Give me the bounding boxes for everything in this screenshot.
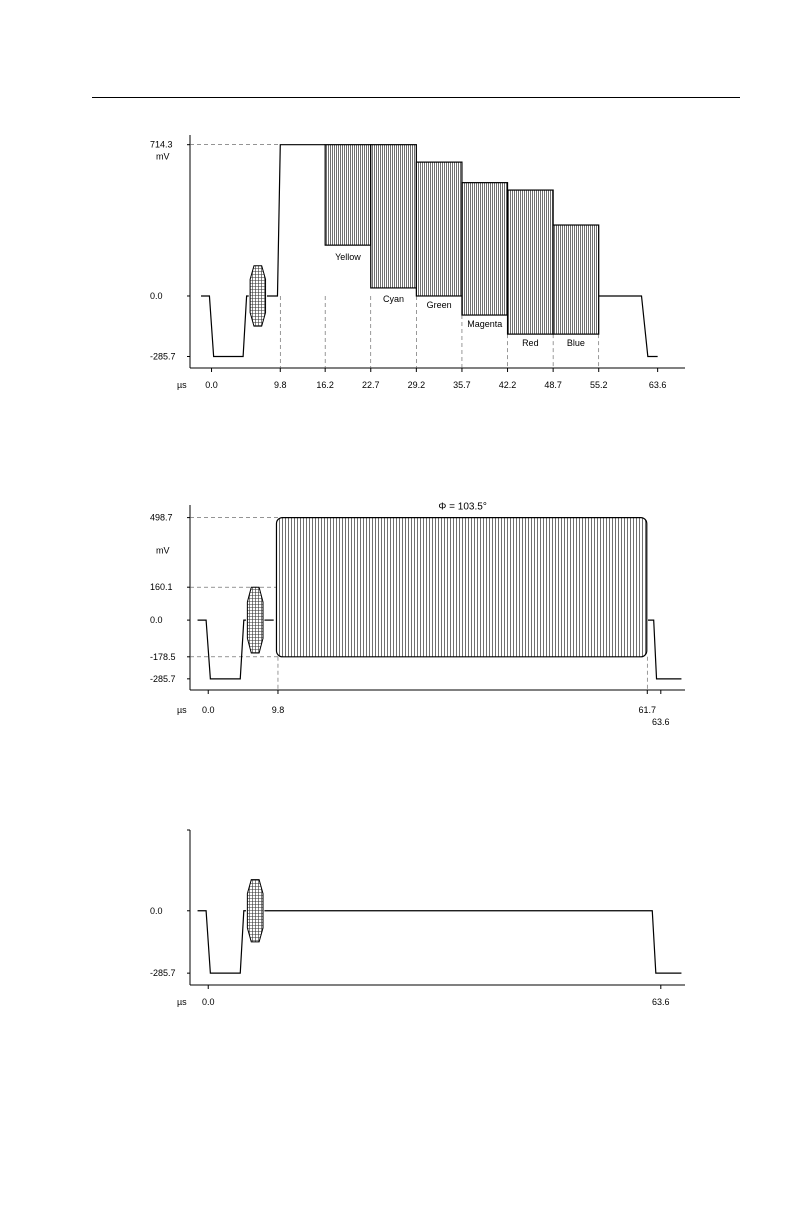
chart0-x-tick-label: 22.7	[361, 380, 380, 390]
chart1-y-tick-label: 160.1	[150, 582, 173, 593]
chart2-black-line	[264, 911, 681, 973]
chart2-y-tick-label: -285.7	[150, 968, 176, 979]
chart0-bar-red	[508, 190, 554, 334]
chart1-x-tick-label: 9.8	[271, 705, 285, 715]
chart1-x-axis-label: µs	[177, 705, 187, 715]
chart0-bar-blue	[553, 225, 599, 334]
chart0-bar-label: Red	[522, 338, 539, 349]
chart0-x-tick-label: 63.6	[648, 380, 667, 390]
chart0-bar-yellow	[325, 145, 371, 245]
chart0-bar-label: Magenta	[467, 319, 503, 330]
chart1-y-axis-label: mV	[156, 545, 170, 556]
chart0-x-axis-label: µs	[177, 380, 187, 390]
chart0-x-tick-label: 9.8	[274, 380, 287, 390]
chart1-x-tick-label: 63.6	[652, 717, 670, 727]
chart1-y-tick-label: 0.0	[150, 615, 163, 626]
chart1-end-blanking	[648, 620, 681, 679]
chart2-sync-pulse	[198, 911, 246, 973]
chart0-bar-label: Blue	[566, 338, 585, 349]
chart0-bar-green	[416, 162, 462, 296]
chart0-end-blanking	[599, 296, 658, 357]
chart0-bar-cyan	[371, 145, 417, 288]
chart2-y-tick-label: 0.0	[150, 905, 163, 916]
chart0-x-tick-label: 29.2	[407, 380, 426, 390]
chart0-y-tick-label: 714.3	[150, 139, 173, 150]
chart0-y-tick-label: -285.7	[150, 351, 176, 362]
chart0-bar-label: Cyan	[383, 293, 405, 304]
chart0-bar-magenta	[462, 183, 508, 315]
chart1-sync-pulse	[198, 620, 246, 679]
chart0-bar-label: Green	[426, 299, 452, 310]
chart0-white-bar	[267, 145, 325, 296]
chart1-chroma-envelope	[276, 518, 646, 657]
chart0-y-tick-label: 0.0	[150, 290, 163, 301]
chart0-x-tick-label: 0.0	[205, 380, 218, 390]
chart1-y-tick-label: -285.7	[150, 673, 176, 684]
chart0-y-axis-label: mV	[156, 151, 170, 162]
chart0-x-tick-label: 42.2	[498, 380, 517, 390]
chart0-x-tick-label: 48.7	[544, 380, 562, 390]
chart0-sync-pulse	[201, 296, 249, 357]
chart1-phase-annotation: Φ = 103.5°	[438, 501, 487, 513]
chart1-x-tick-label: 0.0	[201, 705, 215, 715]
chart2-x-axis-label: µs	[177, 997, 187, 1007]
chart0-bar-label: Yellow	[335, 252, 361, 263]
chart1-x-tick-label: 61.7	[638, 705, 657, 715]
chart2-x-tick-label: 0.0	[201, 997, 215, 1007]
chart1-color-burst	[247, 587, 263, 653]
chart1-y-tick-label: -178.5	[150, 651, 176, 662]
chart2-x-tick-label: 63.6	[652, 997, 670, 1007]
chart0-color-burst	[250, 266, 265, 326]
chart2-color-burst	[247, 880, 263, 942]
chart0-x-tick-label: 55.2	[589, 380, 608, 390]
chart0-x-tick-label: 16.2	[316, 380, 334, 390]
chart1-y-tick-label: 498.7	[150, 512, 173, 523]
chart0-x-tick-label: 35.7	[453, 380, 471, 390]
